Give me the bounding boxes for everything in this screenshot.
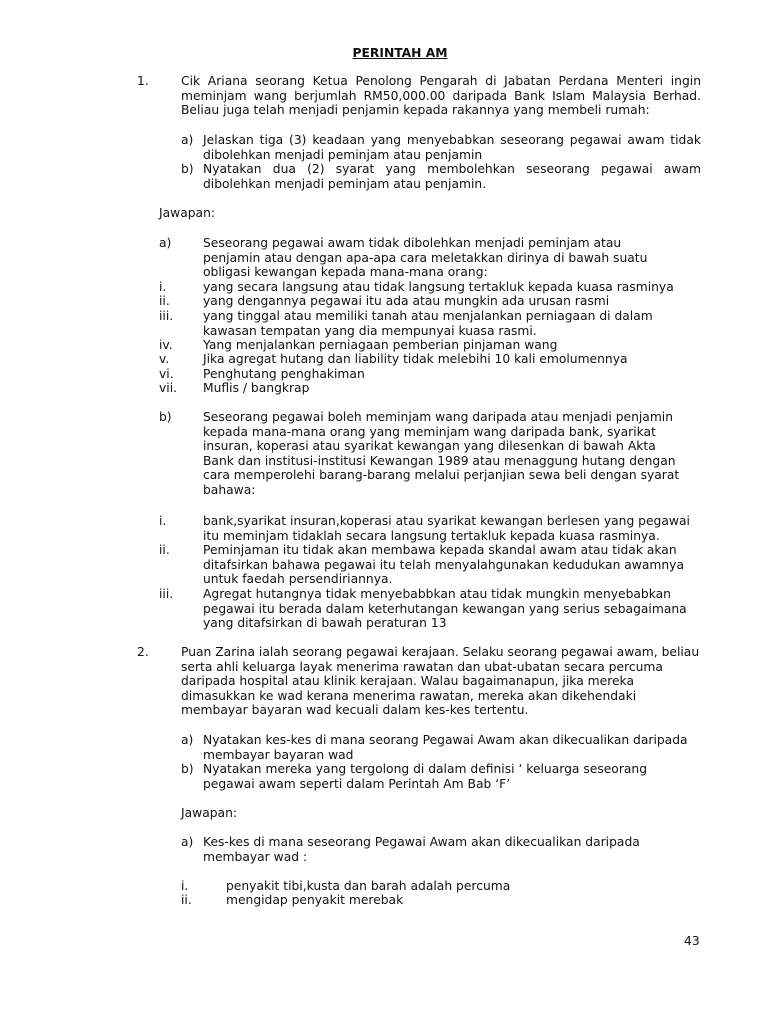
page-title: PERINTAH AM (352, 46, 448, 60)
list-item-number: iii. (159, 309, 174, 323)
question-number: 2. (137, 645, 149, 659)
list-item-number: iv. (159, 338, 173, 352)
list-item-text: penyakit tibi,kusta dan barah adalah percuma (226, 879, 511, 893)
list-item-text: Jika agregat hutang dan liability tidak melebihi 10 kali emolumennya (203, 352, 628, 366)
list-item-number: ii. (159, 294, 170, 308)
part-text: Nyatakan kes-kes di mana seorang Pegawai Awam akan dikecualikan daripada membayar bayaran wad (203, 733, 688, 762)
list-item-number: i. (181, 879, 189, 893)
answer-part-text: Seseorang pegawai awam tidak dibolehkan menjadi peminjam atau penjamin atau dengan apa-apa cara meletakkan dirinya di bawah suatu obligasi kewangan kepada mana-mana orang: (203, 236, 648, 279)
list-item-text: yang tinggal atau memiliki tanah atau menjalankan perniagaan di dalam kawasan tempatan yang dia mempunyai kuasa rasmi. (203, 309, 653, 338)
question-text: Puan Zarina ialah seorang pegawai kerajaan. Selaku seorang pegawai awam, beliau serta ahli keluarga layak menerima rawatan dan ubat-ubatan secara percuma daripada hospital atau klinik kerajaan. Walau bagaimanapun, jika mereka dimasukkan ke wad kerana menerima rawatan, mereka akan dikehendaki membayar bayaran wad kecuali dalam kes-kes tertentu. (181, 645, 700, 717)
question-number: 1. (137, 74, 149, 88)
list-item-number: ii. (181, 893, 192, 907)
list-item-text: yang secara langsung atau tidak langsung tertakluk kepada kuasa rasminya (203, 280, 674, 294)
list-item-text: Penghutang penghakiman (203, 367, 365, 381)
answer-label: Jawapan: (159, 206, 216, 220)
list-item-number: i. (159, 280, 167, 294)
list-item-number: iii. (159, 587, 174, 601)
answer-label: Jawapan: (181, 806, 238, 820)
part-label: b) (181, 762, 194, 776)
list-item-number: v. (159, 352, 170, 366)
list-item-number: i. (159, 514, 167, 528)
list-item-text: Yang menjalankan perniagaan pemberian pinjaman wang (203, 338, 558, 352)
answer-part-label: b) (159, 410, 172, 424)
part-label: b) (181, 162, 194, 176)
answer-part-label: a) (159, 236, 172, 250)
answer-part-label: a) (181, 835, 194, 849)
part-text: Nyatakan dua (2) syarat yang membolehkan seseorang pegawai awam dibolehkan menjadi peminjam atau penjamin. (203, 162, 701, 191)
part-label: a) (181, 133, 194, 147)
list-item-text: Peminjaman itu tidak akan membawa kepada skandal awam atau tidak akan ditafsirkan bahawa pegawai itu telah menyalahgunakan kedudukan awamnya untuk faedah persendiriannya. (203, 543, 684, 586)
part-text: Nyatakan mereka yang tergolong di dalam definisi ‘ keluarga seseorang pegawai awam seperti dalam Perintah Am Bab ‘F’ (203, 762, 648, 791)
list-item-text: Muflis / bangkrap (203, 381, 310, 395)
list-item-text: Agregat hutangnya tidak menyebabbkan atau tidak mungkin menyebabkan pegawai itu berada dalam keterhutangan kewangan yang serius sebagaimana yang ditafsirkan di bawah peraturan 13 (203, 587, 687, 630)
part-label: a) (181, 733, 194, 747)
answer-part-text: Seseorang pegawai boleh meminjam wang daripada atau menjadi penjamin kepada mana-mana orang yang meminjam wang daripada bank, syarikat insuran, koperasi atau syarikat kewangan yang dilesenkan di bawah Akta Bank dan institusi-institusi Kewangan 1989 atau menaggung hutang dengan cara memperolehi barang-barang melalui perjanjian sewa beli dengan syarat bahawa: (203, 410, 680, 497)
list-item-number: vii. (159, 381, 178, 395)
list-item-number: vi. (159, 367, 174, 381)
answer-part-text: Kes-kes di mana seseorang Pegawai Awam akan dikecualikan daripada membayar wad : (203, 835, 640, 864)
list-item-number: ii. (159, 543, 170, 557)
list-item-text: yang dengannya pegawai itu ada atau mungkin ada urusan rasmi (203, 294, 610, 308)
question-text: Cik Ariana seorang Ketua Penolong Pengarah di Jabatan Perdana Menteri ingin meminjam wang berjumlah RM50,000.00 daripada Bank Islam Malaysia Berhad. Beliau juga telah menjadi penjamin kepada rakannya yang membeli rumah: (181, 74, 701, 117)
page-number: 43 (684, 934, 700, 948)
list-item-text: bank,syarikat insuran,koperasi atau syarikat kewangan berlesen yang pegawai itu meminjam tidaklah secara langsung tertakluk kepada kuasa rasminya. (203, 514, 690, 543)
part-text: Jelaskan tiga (3) keadaan yang menyebabkan seseorang pegawai awam tidak dibolehkan menjadi peminjam atau penjamin (203, 133, 701, 162)
list-item-text: mengidap penyakit merebak (226, 893, 404, 907)
